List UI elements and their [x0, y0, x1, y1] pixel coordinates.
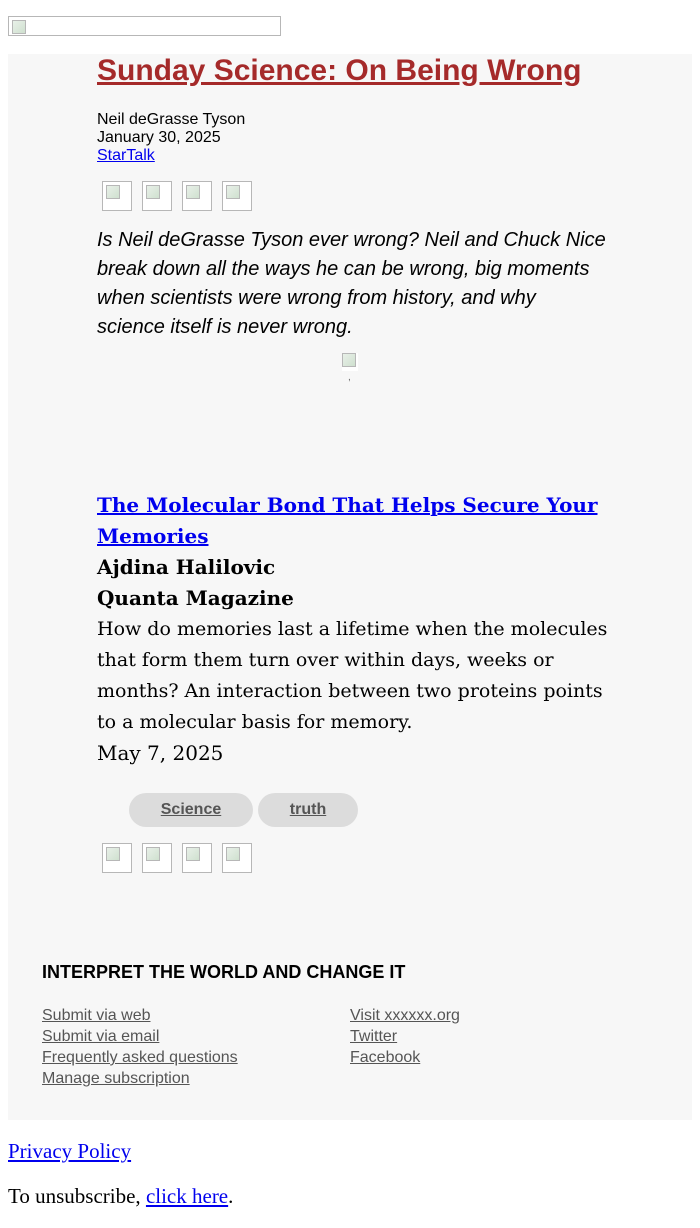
- unsubscribe-prefix: To unsubscribe,: [8, 1184, 146, 1208]
- faq-link[interactable]: Frequently asked questions: [42, 1049, 238, 1066]
- share-icon[interactable]: [102, 181, 132, 211]
- article-description: How do memories last a lifetime when the molecules that form them turn over within days, weeks or months? An interaction between two proteins points to a molecular basis for memory.: [97, 618, 608, 733]
- share-icon[interactable]: [102, 843, 132, 873]
- share-icon[interactable]: [142, 181, 172, 211]
- post-source-link[interactable]: StarTalk: [97, 147, 155, 164]
- article-author: Ajdina Halilovic: [97, 555, 276, 579]
- article-publication: Quanta Magazine: [97, 586, 294, 610]
- facebook-link[interactable]: Facebook: [350, 1049, 421, 1066]
- tag-truth[interactable]: truth: [258, 793, 358, 827]
- post-intro: Is Neil deGrasse Tyson ever wrong? Neil and Chuck Nice break down all the ways he can be wrong, big moments when scientists were wrong from history, and why science itself is never wrong.: [97, 229, 606, 338]
- video-thumbnail[interactable]: [342, 353, 358, 371]
- visit-site-link[interactable]: Visit xxxxxx.org: [350, 1007, 460, 1024]
- post-date: January 30, 2025: [97, 129, 221, 146]
- post-title[interactable]: Sunday Science: On Being Wrong: [97, 54, 582, 87]
- manage-subscription-link[interactable]: Manage subscription: [42, 1070, 190, 1087]
- submit-via-email-link[interactable]: Submit via email: [42, 1028, 160, 1045]
- share-icon[interactable]: [182, 181, 212, 211]
- share-icon[interactable]: [222, 843, 252, 873]
- share-icon[interactable]: [142, 843, 172, 873]
- share-icon[interactable]: [182, 843, 212, 873]
- privacy-policy-link[interactable]: Privacy Policy: [8, 1139, 132, 1163]
- submit-via-web-link[interactable]: Submit via web: [42, 1007, 151, 1024]
- unsubscribe-suffix: .: [228, 1184, 234, 1208]
- post-author: Neil deGrasse Tyson: [97, 111, 246, 128]
- video-caption: ,: [348, 372, 351, 383]
- footer-heading: INTERPRET THE WORLD AND CHANGE IT: [42, 962, 406, 982]
- article-date: May 7, 2025: [97, 741, 224, 765]
- logo-image: [8, 16, 281, 36]
- unsubscribe-link[interactable]: click here: [145, 1184, 229, 1208]
- unsubscribe-line: [8, 1184, 233, 1209]
- twitter-link[interactable]: Twitter: [350, 1028, 398, 1045]
- article-title-link[interactable]: The Molecular Bond That Helps Secure Your Memories: [97, 493, 598, 548]
- share-icon[interactable]: [222, 181, 252, 211]
- tag-science[interactable]: Science: [129, 793, 253, 827]
